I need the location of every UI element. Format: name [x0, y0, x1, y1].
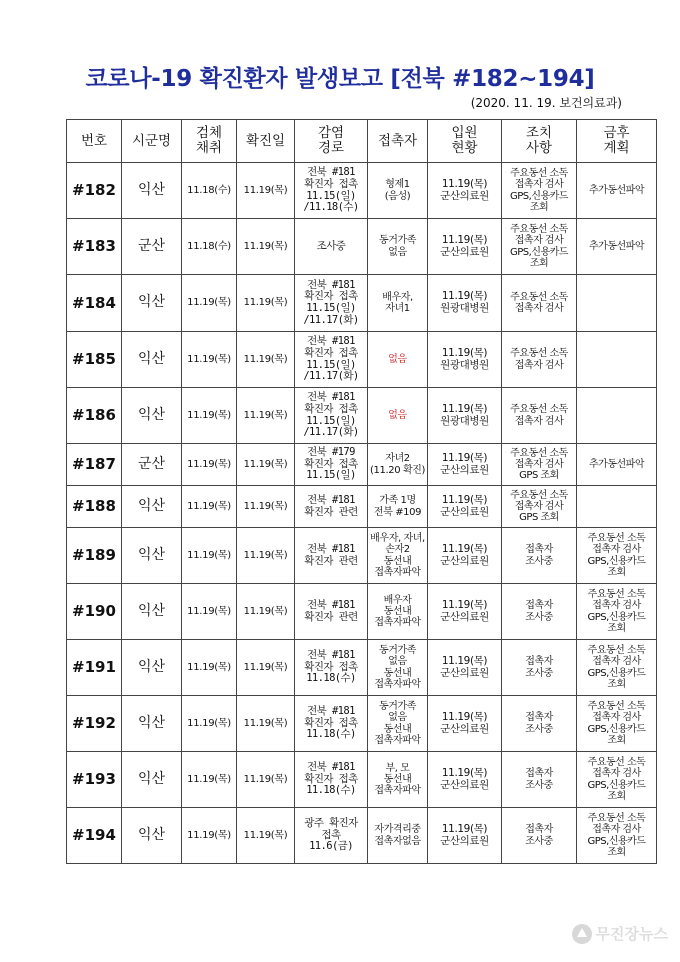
- sample-date: 11.18(수): [182, 219, 237, 275]
- infection-route: 전북 #181 확진자 접촉 11.18(수): [295, 640, 368, 696]
- contacts: 배우자, 자녀1: [368, 275, 428, 332]
- city-name: 익산: [122, 752, 182, 808]
- contacts: 동거가족 없음: [368, 219, 428, 275]
- infection-route: 전북 #181 확진자 관련: [295, 486, 368, 528]
- hospital-status: 11.19(목) 군산의료원: [428, 584, 502, 640]
- mountain-logo-icon: [572, 924, 592, 944]
- contacts: 동거가족 없음 동선내 접촉자파악: [368, 640, 428, 696]
- infection-route: 전북 #181 확진자 접촉 11.18(수): [295, 752, 368, 808]
- infection-route: 조사중: [295, 219, 368, 275]
- infection-route: 전북 #181 확진자 관련: [295, 584, 368, 640]
- city-name: 군산: [122, 219, 182, 275]
- city-name: 익산: [122, 696, 182, 752]
- header-action: 조치 사항: [502, 120, 577, 163]
- case-number: #187: [67, 444, 122, 486]
- case-number: #182: [67, 163, 122, 219]
- sample-date: 11.19(목): [182, 808, 237, 864]
- table-row: [67, 808, 657, 864]
- future-plan: 추가동선파악: [577, 444, 657, 486]
- infection-route: 전북 #179 확진자 접촉 11.15(일): [295, 444, 368, 486]
- header-future: 금후 계획: [577, 120, 657, 163]
- action-taken: 주요동선 소독 접촉자 검사 GPS 조회: [502, 444, 577, 486]
- case-number: #183: [67, 219, 122, 275]
- action-taken: 접촉자 조사중: [502, 584, 577, 640]
- contacts: 없음: [368, 388, 428, 444]
- action-taken: 주요동선 소독 접촉자 검사: [502, 332, 577, 388]
- table-row: [67, 486, 657, 528]
- confirm-date: 11.19(목): [237, 219, 295, 275]
- case-number: #184: [67, 275, 122, 332]
- infection-route: 전북 #181 확진자 접촉 11.15(일) /11.17(화): [295, 275, 368, 332]
- infection-route: 전북 #181 확진자 접촉 11.18(수): [295, 696, 368, 752]
- infection-route: 전북 #181 확진자 관련: [295, 528, 368, 584]
- confirm-date: 11.19(목): [237, 808, 295, 864]
- case-number: #185: [67, 332, 122, 388]
- city-name: 익산: [122, 163, 182, 219]
- hospital-status: 11.19(목) 군산의료원: [428, 808, 502, 864]
- confirm-date: 11.19(목): [237, 528, 295, 584]
- confirm-date: 11.19(목): [237, 584, 295, 640]
- confirm-date: 11.19(목): [237, 640, 295, 696]
- case-number: #192: [67, 696, 122, 752]
- sample-date: 11.19(목): [182, 528, 237, 584]
- table-row: [67, 696, 657, 752]
- future-plan: 주요동선 소독 접촉자 검사 GPS,신용카드 조회: [577, 528, 657, 584]
- hospital-status: 11.19(목) 군산의료원: [428, 163, 502, 219]
- case-number: #189: [67, 528, 122, 584]
- action-taken: 주요동선 소독 접촉자 검사: [502, 275, 577, 332]
- confirm-date: 11.19(목): [237, 486, 295, 528]
- contacts: 배우자 동선내 접촉자파악: [368, 584, 428, 640]
- case-number: #186: [67, 388, 122, 444]
- sample-date: 11.19(목): [182, 388, 237, 444]
- future-plan: [577, 388, 657, 444]
- sample-date: 11.19(목): [182, 275, 237, 332]
- future-plan: 추가동선파악: [577, 219, 657, 275]
- action-taken: 접촉자 조사중: [502, 528, 577, 584]
- case-number: #194: [67, 808, 122, 864]
- infection-route: 광주 확진자 접촉 11.6(금): [295, 808, 368, 864]
- hospital-status: 11.19(목) 군산의료원: [428, 486, 502, 528]
- header-contact: 접촉자: [368, 120, 428, 163]
- action-taken: 접촉자 조사중: [502, 640, 577, 696]
- sample-date: 11.19(목): [182, 332, 237, 388]
- action-taken: 접촉자 조사중: [502, 752, 577, 808]
- table-row: [67, 388, 657, 444]
- table-row: [67, 163, 657, 219]
- infection-route: 전북 #181 확진자 접촉 11.15(일) /11.18(수): [295, 163, 368, 219]
- city-name: 익산: [122, 275, 182, 332]
- action-taken: 주요동선 소독 접촉자 검사 GPS,신용카드 조회: [502, 219, 577, 275]
- city-name: 익산: [122, 528, 182, 584]
- contacts: 배우자, 자녀, 손자2 동선내 접촉자파악: [368, 528, 428, 584]
- hospital-status: 11.19(목) 원광대병원: [428, 275, 502, 332]
- city-name: 익산: [122, 640, 182, 696]
- hospital-status: 11.19(목) 원광대병원: [428, 388, 502, 444]
- hospital-status: 11.19(목) 군산의료원: [428, 696, 502, 752]
- contacts: 가족 1명 전북 #109: [368, 486, 428, 528]
- table-row: [67, 640, 657, 696]
- city-name: 익산: [122, 388, 182, 444]
- infection-route: 전북 #181 확진자 접촉 11.15(일) /11.17(화): [295, 332, 368, 388]
- future-plan: 추가동선파악: [577, 163, 657, 219]
- page-title: 코로나-19 확진환자 발생보고 [전북 #182~194]: [85, 66, 595, 92]
- sample-date: 11.19(목): [182, 640, 237, 696]
- contacts: 자가격리중 접촉자없음: [368, 808, 428, 864]
- table-row: [67, 332, 657, 388]
- contacts: 형제1 (음성): [368, 163, 428, 219]
- city-name: 군산: [122, 444, 182, 486]
- watermark: [572, 923, 668, 944]
- hospital-status: 11.19(목) 군산의료원: [428, 528, 502, 584]
- city-name: 익산: [122, 486, 182, 528]
- table-row: [67, 219, 657, 275]
- hospital-status: 11.19(목) 군산의료원: [428, 640, 502, 696]
- sample-date: 11.19(목): [182, 696, 237, 752]
- header-confirm: 확진일: [237, 120, 295, 163]
- contacts: 자녀2 (11.20 확진): [368, 444, 428, 486]
- future-plan: 주요동선 소독 접촉자 검사 GPS,신용카드 조회: [577, 640, 657, 696]
- hospital-status: 11.19(목) 군산의료원: [428, 444, 502, 486]
- case-report-table: [66, 119, 657, 864]
- table-header-row: [67, 120, 657, 163]
- case-number: #188: [67, 486, 122, 528]
- future-plan: 주요동선 소독 접촉자 검사 GPS,신용카드 조회: [577, 808, 657, 864]
- case-number: #190: [67, 584, 122, 640]
- action-taken: 접촉자 조사중: [502, 808, 577, 864]
- city-name: 익산: [122, 808, 182, 864]
- sample-date: 11.18(수): [182, 163, 237, 219]
- case-number: #191: [67, 640, 122, 696]
- header-route: 감염 경로: [295, 120, 368, 163]
- future-plan: [577, 486, 657, 528]
- sample-date: 11.19(목): [182, 486, 237, 528]
- confirm-date: 11.19(목): [237, 388, 295, 444]
- table-row: [67, 528, 657, 584]
- sample-date: 11.19(목): [182, 584, 237, 640]
- report-date-department: (2020. 11. 19. 보건의료과): [470, 96, 622, 110]
- action-taken: 주요동선 소독 접촉자 검사 GPS 조회: [502, 486, 577, 528]
- contacts: 동거가족 없음 동선내 접촉자파악: [368, 696, 428, 752]
- future-plan: 주요동선 소독 접촉자 검사 GPS,신용카드 조회: [577, 696, 657, 752]
- infection-route: 전북 #181 확진자 접촉 11.15(일) /11.17(화): [295, 388, 368, 444]
- table-row: [67, 275, 657, 332]
- future-plan: 주요동선 소독 접촉자 검사 GPS,신용카드 조회: [577, 752, 657, 808]
- confirm-date: 11.19(목): [237, 275, 295, 332]
- future-plan: 주요동선 소독 접촉자 검사 GPS,신용카드 조회: [577, 584, 657, 640]
- header-hospital: 입원 현황: [428, 120, 502, 163]
- table-row: [67, 752, 657, 808]
- sample-date: 11.19(목): [182, 752, 237, 808]
- confirm-date: 11.19(목): [237, 332, 295, 388]
- case-number: #193: [67, 752, 122, 808]
- contacts: 부, 모 동선내 접촉자파악: [368, 752, 428, 808]
- confirm-date: 11.19(목): [237, 696, 295, 752]
- header-no: 번호: [67, 120, 122, 163]
- hospital-status: 11.19(목) 군산의료원: [428, 219, 502, 275]
- action-taken: 주요동선 소독 접촉자 검사 GPS,신용카드 조회: [502, 163, 577, 219]
- city-name: 익산: [122, 332, 182, 388]
- action-taken: 접촉자 조사중: [502, 696, 577, 752]
- confirm-date: 11.19(목): [237, 163, 295, 219]
- sample-date: 11.19(목): [182, 444, 237, 486]
- future-plan: [577, 275, 657, 332]
- header-city: 시군명: [122, 120, 182, 163]
- future-plan: [577, 332, 657, 388]
- confirm-date: 11.19(목): [237, 444, 295, 486]
- header-sample: 검체 채취: [182, 120, 237, 163]
- city-name: 익산: [122, 584, 182, 640]
- table-body: [67, 163, 657, 864]
- action-taken: 주요동선 소독 접촉자 검사: [502, 388, 577, 444]
- hospital-status: 11.19(목) 원광대병원: [428, 332, 502, 388]
- table-row: [67, 444, 657, 486]
- table-row: [67, 584, 657, 640]
- contacts: 없음: [368, 332, 428, 388]
- hospital-status: 11.19(목) 군산의료원: [428, 752, 502, 808]
- watermark-text: 무진장뉴스: [595, 925, 668, 943]
- confirm-date: 11.19(목): [237, 752, 295, 808]
